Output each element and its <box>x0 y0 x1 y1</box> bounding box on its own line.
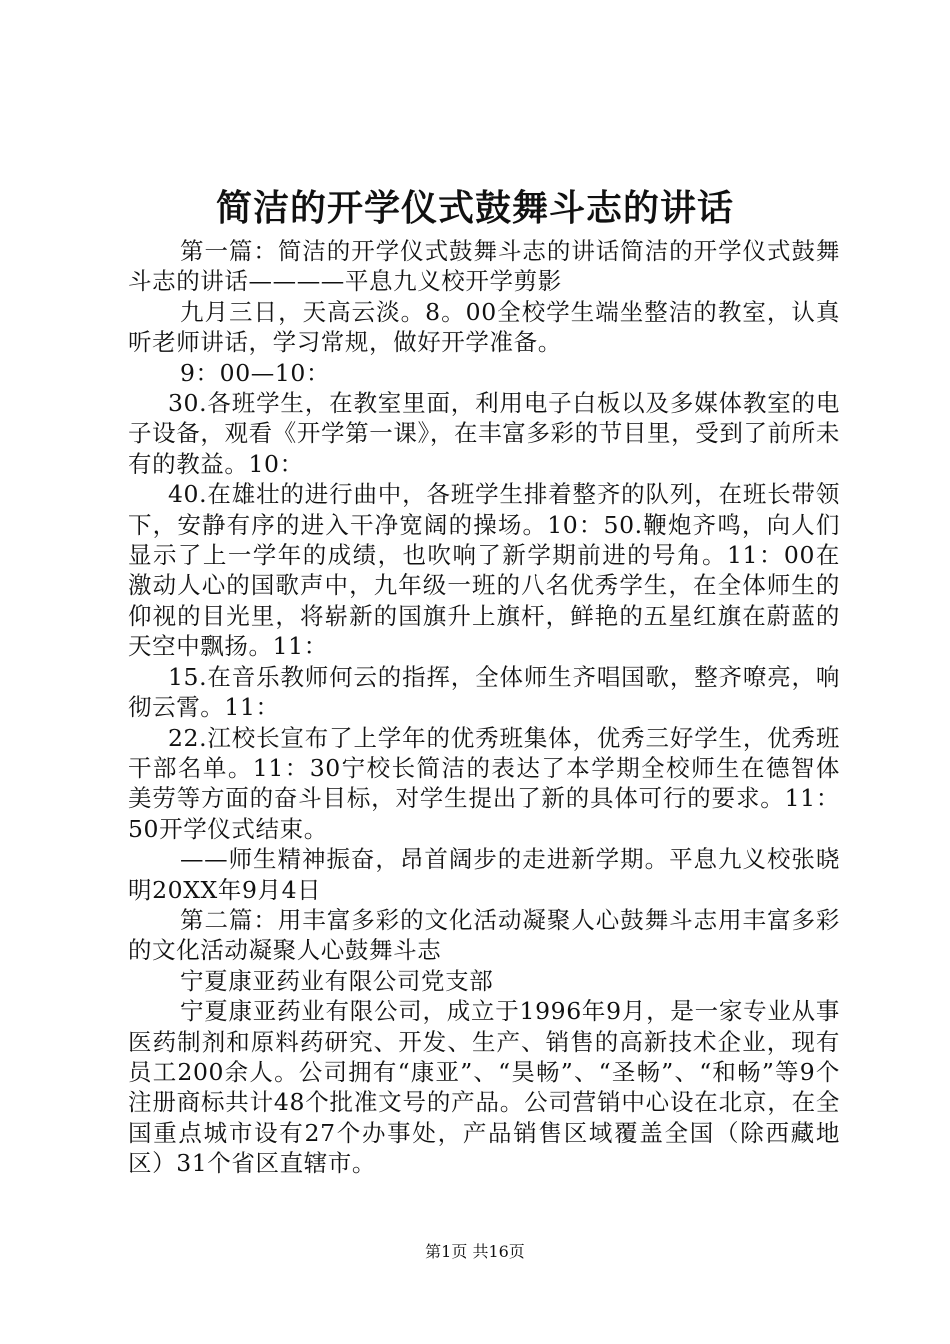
document-body <box>128 236 840 1179</box>
page-number-footer: 第1页 共16页 <box>425 1242 525 1261</box>
paragraph-3: 9：00—10： <box>180 358 331 387</box>
paragraph-2: 九月三日，天高云淡。8。00全校学生端坐整洁的教室，认真听老师讲话，学习常规，做好开学准备。 <box>128 297 840 357</box>
paragraph-9: 第二篇：用丰富多彩的文化活动凝聚人心鼓舞斗志用丰富多彩的文化活动凝聚人心鼓舞斗志 <box>128 905 840 965</box>
paragraph-6: 15.在音乐教师何云的指挥，全体师生齐唱国歌，整齐嘹亮，响彻云霄。11： <box>128 662 840 722</box>
paragraph-7: 22.江校长宣布了上学年的优秀班集体，优秀三好学生，优秀班干部名单。11：30宁校长简洁的表达了本学期全校师生在德智体美劳等方面的奋斗目标，对学生提出了新的具体可行的要求。11：50开学仪式结束。 <box>128 723 840 843</box>
document-title: 简洁的开学仪式鼓舞斗志的讲话 <box>215 187 734 229</box>
paragraph-4: 30.各班学生，在教室里面，利用电子白板以及多媒体教室的电子设备，观看《开学第一课》，在丰富多彩的节目里，受到了前所未有的教益。10： <box>128 389 840 478</box>
paragraph-10: 宁夏康亚药业有限公司党支部 <box>180 966 494 995</box>
paragraph-8: ——师生精神振奋，昂首阔步的走进新学期。平息九义校张晓明20XX年9月4日 <box>128 845 840 904</box>
paragraph-1: 第一篇：简洁的开学仪式鼓舞斗志的讲话简洁的开学仪式鼓舞斗志的讲话————平息九义校开学剪影 <box>128 237 840 296</box>
paragraph-5: 40.在雄壮的进行曲中，各班学生排着整齐的队列，在班长带领下，安静有序的进入干净宽阔的操场。10：50.鞭炮齐鸣，向人们显示了上一学年的成绩，也吹响了新学期前进的号角。11：00在激动人心的国歌声中，九年级一班的八名优秀学生，在全体师生的仰视的目光里，将崭新的国旗升上旗杆，鲜艳的五星红旗在蔚蓝的天空中飘扬。11： <box>128 480 840 661</box>
paragraph-11: 宁夏康亚药业有限公司，成立于1996年9月，是一家专业从事医药制剂和原料药研究、开发、生产、销售的高新技术企业，现有员工200余人。公司拥有“康亚”、“昊畅”、“圣畅”、“和畅”等9个注册商标共计48个批准文号的产品。公司营销中心设在北京，在全国重点城市设有27个办事处，产品销售区域覆盖全国（除西藏地区）31个省区直辖市。 <box>128 997 840 1178</box>
